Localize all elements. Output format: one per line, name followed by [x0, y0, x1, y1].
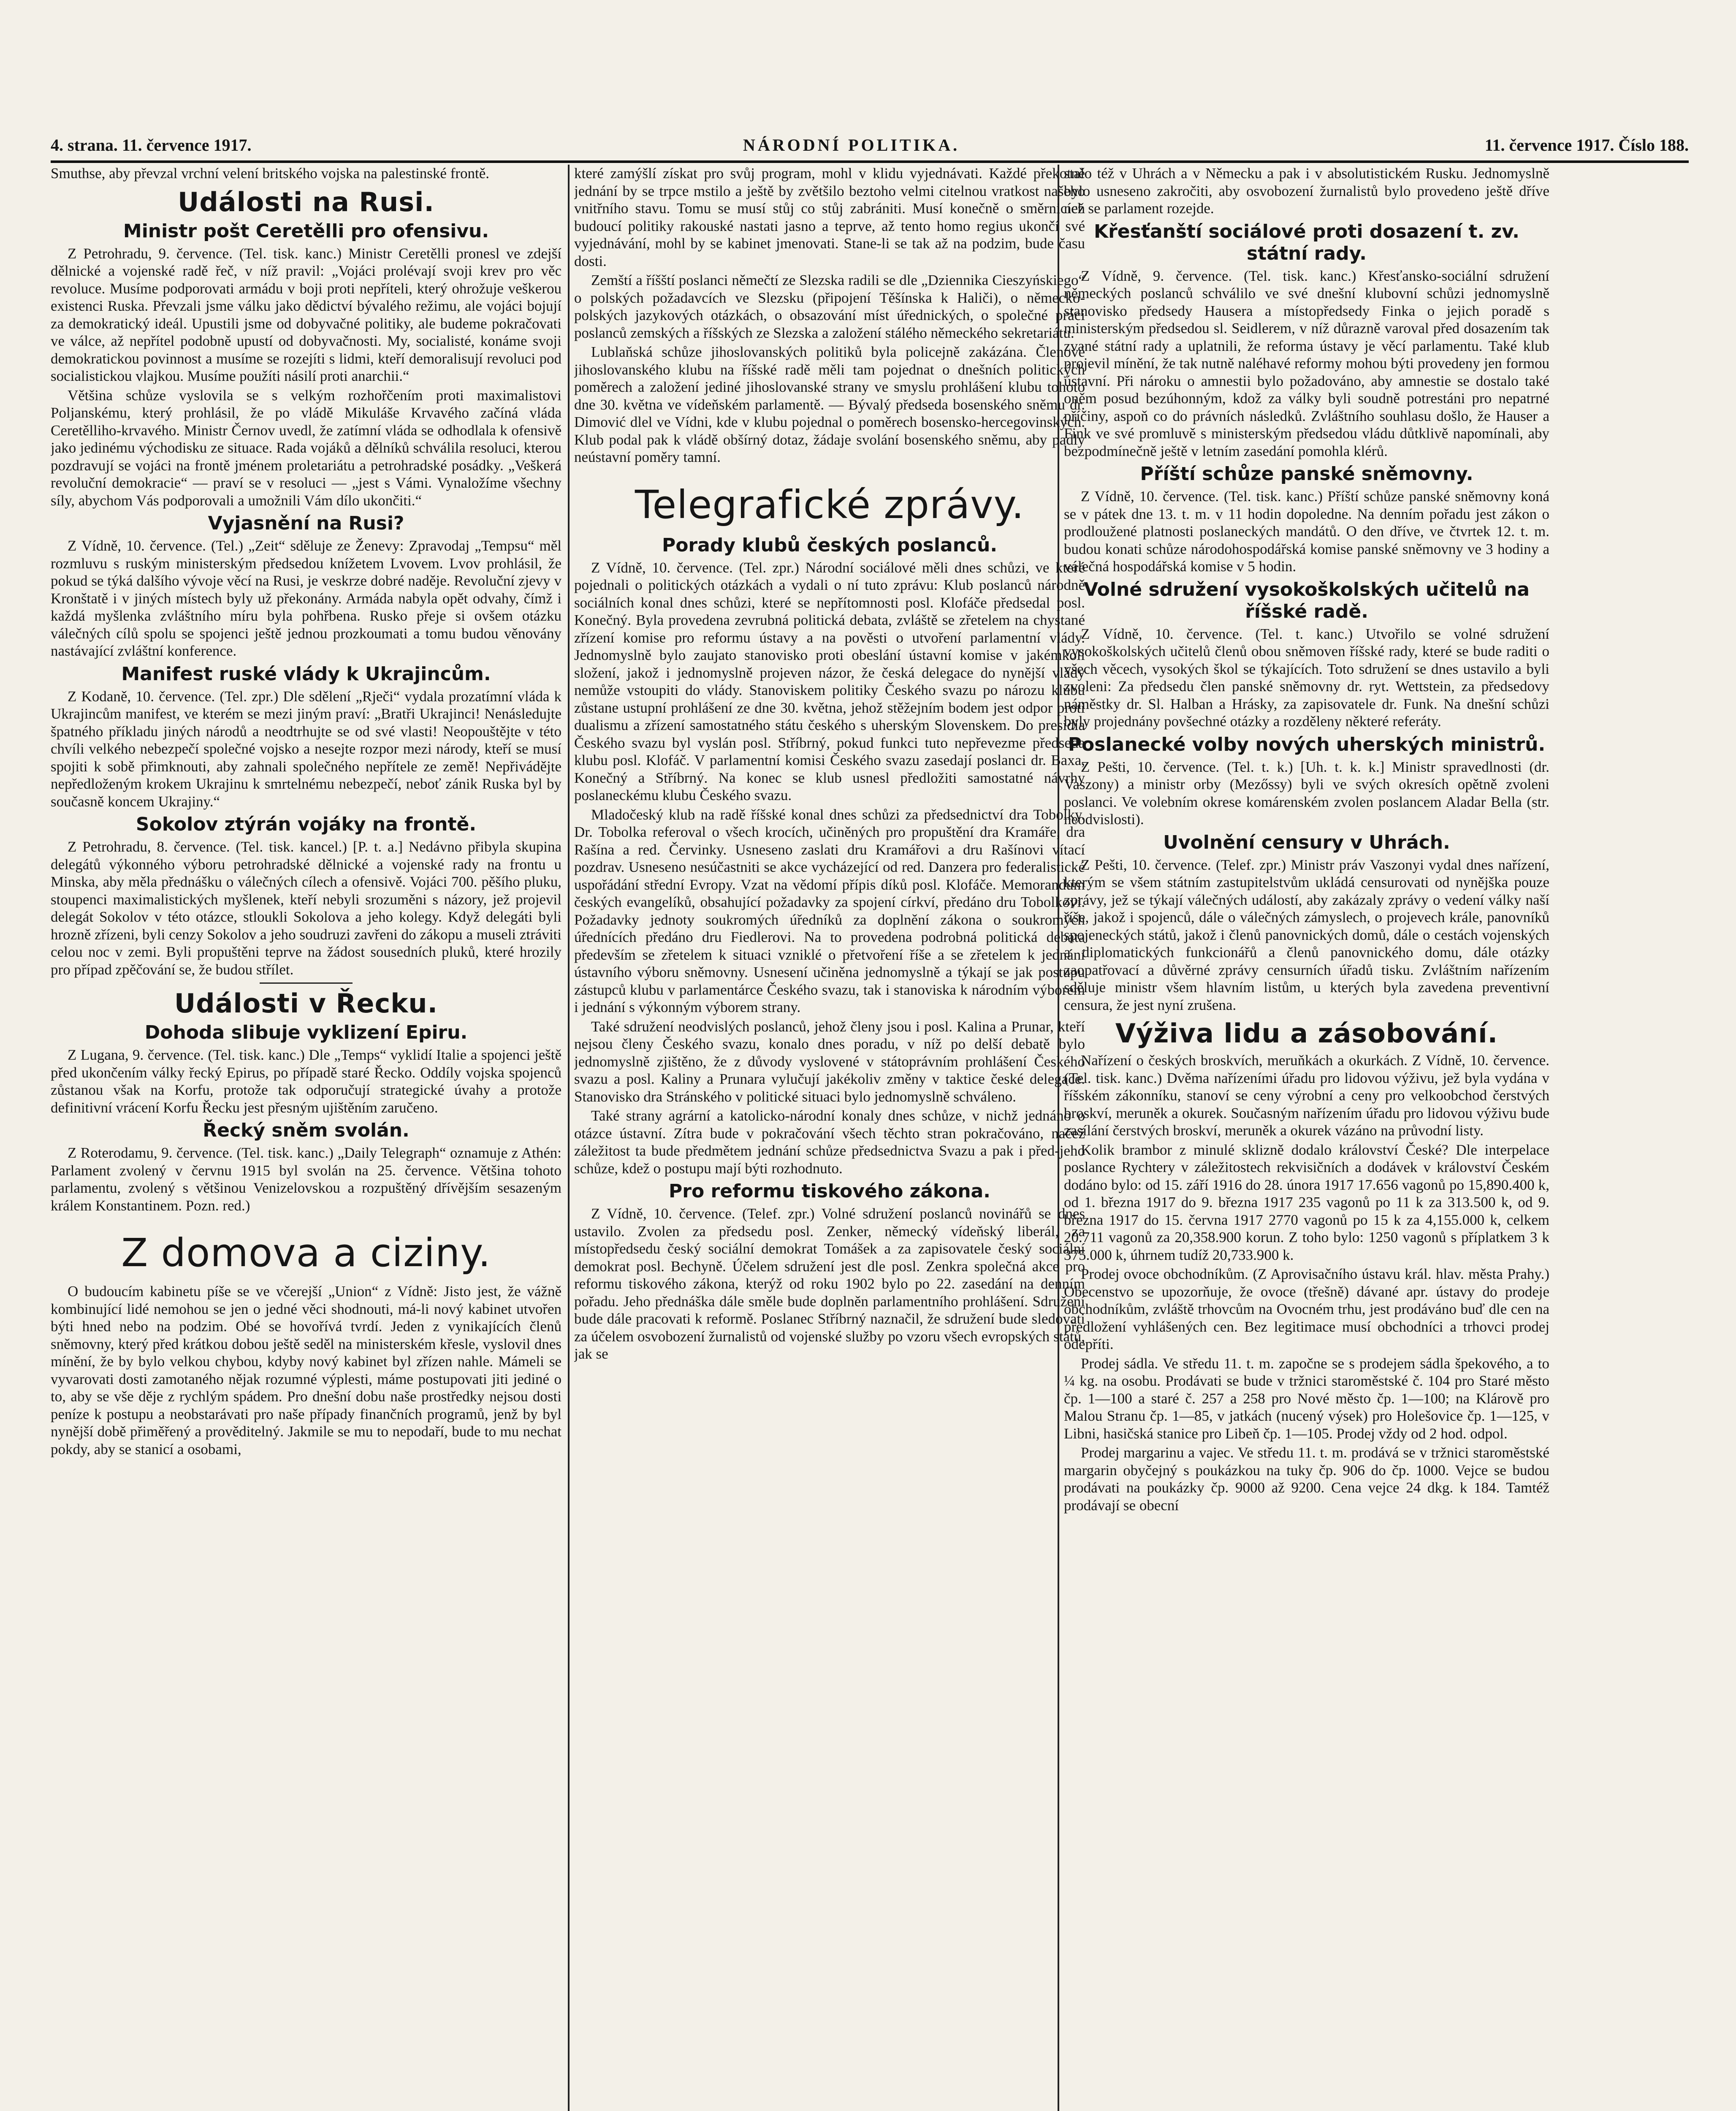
article-paragraph: které zamýšlí získat pro svůj program, mohl v klidu vyjednávati. Každé překotně jednání by se trpce mstilo a ještě by zvětšilo beztoho velmi citelnou vratkost našeho vnitřního stavu. Tomu se musí stůj co stůj zabrániti. Musí konečně o směrnicích budoucí politiky rakouské nastati jasno a teprve, až tento homo regius ukončí své vyjednávání, mohl by se kabinet jmenovati. Stane-li se tak až na podzim, bude času dosti.	[574, 165, 1085, 269]
column-3	[1064, 165, 1549, 2111]
article-paragraph: Prodej ovoce obchodníkům. (Z Aprovisačního ústavu král. hlav. města Prahy.) Obecenstvo se upozorňuje, že ovoce (třešně) dávané apr. ústavy do prodeje obchodníkům, zvláště trhovcům na Ovocném trhu, jest prodáváno buď dle cen na předložení vyhlášených cen. Bez legitimace musí obchodníci a trhovci prodej odepříti.	[1064, 1266, 1549, 1352]
article-paragraph: Z Vídně, 10. července. (Tel.) „Zeit“ sděluje ze Ženevy: Zpravodaj „Tempsu“ měl rozmluvu s ruským ministerským předsedou knížetem Lvovem. Lvov prohlásil, že pokud se týká dalšího vývoje věcí na Rusi, je veskrze dobré naděje. Revoluční zjevy v Kronštatě i v jiných místech byly už překonány. Armáda nabyla opět odvahy, čímž i každá myšlenka zvláštního míru byla pohřbena. Rusko přeje si ovšem otázku válečných cílů spolu se spojenci ještě jednou prozkoumati a tomu budou věnovány nastávající zvláštní konference.	[51, 537, 561, 659]
article-paragraph: Prodej sádla. Ve středu 11. t. m. započne se s prodejem sádla špekového, a to ¼ kg. na osobu. Prodávati se bude v tržnici staroměstské č. 104 pro Staré město čp. 1—100 a staré č. 257 a 258 pro Nové město čp. 1—100; na Klárově pro Malou Stranu čp. 1—85, v jatkách (nucený výsek) pro Holešovice čp. 1—125, v Libni, hasičská stanice pro Libeň čp. 1—105. Prodej vždy od 2 hod. odpol.	[1064, 1355, 1549, 1442]
article-heading: Křesťanští sociálové proti dosazení t. zv. státní rady.	[1093, 220, 1520, 264]
article-heading: Dohoda slibuje vyklizení Epiru.	[144, 1022, 468, 1043]
article-heading: Porady klubů českých poslanců.	[662, 534, 998, 556]
article-paragraph: O budoucím kabinetu píše se ve včerejší „Union“ z Vídně: Jisto jest, že vážně kombinující lidé nemohou se jen o jedné věci shodnouti, má-li nový kabinet utvořen býti hned nebo na podzim. Obé se hovořívá tvrdí. Jeden z vynikajících členů sněmovny, který před krátkou dobou ještě seděl na ministerském křesle, vyslovil dnes mínění, že by bylo velkou chybou, kdyby nový kabinet byl zřízen nahle. Mámeli se vyvarovati dosti zamotaného nějak rozumné výplesti, máme postupovati jiti jediné o to, aby se vše děje z rychlým spádem. Pro dnešní dobu naše prostředky nejsou dosti peníze k postupu a neobstarávati pro naše případy finančních programů, jenž by byl nynější době přiměřený a prověditelný. Jakmile se mu to nepodaří, bude to mu nechat pokdy, aby se stanicí a osobami,	[51, 1283, 561, 1457]
article-paragraph: Kolik brambor z minulé sklizně dodalo království České? Dle interpelace poslance Rychtery v záležitostech rekvisičních a dodávek v království Českém dodáno bylo: od 15. září 1916 do 28. února 1917 17.656 vagonů po 15,890.400 k, od 1. března 1917 do 9. března 1917 235 vagonů po 11 k za 313.500 k, od 9. března 1917 do 15. června 1917 2770 vagonů po 15 k za 4,155.000 k, celkem 20.711 vagonů za 20,358.900 korun. Z toho bylo: 1250 vagonů s příplatkem 3 k 375.000 k, úhrnem tudíž 20,733.900 k.	[1064, 1141, 1549, 1263]
column-1	[51, 165, 561, 2111]
article-heading: Vyjasnění na Rusi?	[208, 513, 404, 534]
article-heading: Sokolov ztýrán vojáky na frontě.	[136, 814, 477, 835]
article-paragraph: Z Vídně, 10. července. (Tel. tisk. kanc.) Příští schůze panské sněmovny koná se v pátek dne 13. t. m. v 11 hodin dopoledne. Na denním pořadu jest zákon o prodloužené platnosti poslaneckých mandátů. O den dříve, ve čtvrtek 12. t. m. budou konati schůze národohospodářská komise panské sněmovny ve 3 hodiny a válečná hospodářská komise v 5 hodin.	[1064, 488, 1549, 575]
article-paragraph: Z Lugana, 9. července. (Tel. tisk. kanc.) Dle „Temps“ vyklidí Italie a spojenci ještě před ukončením války řecký Epirus, po případě staré Řecko. Oddíly vojska spojenců zůstanou však na Korfu, protože tak odporučují strategické úvahy a protože definitivní vrácení Korfu Řecku jest přesným ujištěním zaručeno.	[51, 1047, 561, 1116]
header-issue-number: 11. července 1917. Číslo 188.	[1484, 136, 1689, 155]
article-paragraph: Zemští a říšští poslanci němečtí ze Slezska radili se dle „Dziennika Cieszyńskiego“ o polských požadavcích ve Slezsku (připojení Těšínska k Haliči), o německo-polských jazykových otázkách, o obsazování míst úřednických, o společné práci poslanců zemských a říšských ze Slezska a založení stálého německého sekretariátu.	[574, 272, 1085, 341]
article-heading: Manifest ruské vlády k Ukrajincům.	[121, 663, 491, 685]
section-heading: Telegrafické zprávy.	[635, 482, 1025, 527]
article-heading: Příští schůze panské sněmovny.	[1140, 463, 1473, 485]
article-paragraph: Z Vídně, 10. července. (Telef. zpr.) Volné sdružení poslanců novinářů se dnes ustavilo. Zvolen za předsedu posl. Zenker, německý vídeňský liberál, za místopředsedu český sociální demokrat Tomášek a za zapisovatele český sociální demokrat posl. Bechyně. Účelem sdružení jest dle posl. Zenkra společná akce pro reformu tiskového zákona, kterýž od roku 1902 bylo po 22. zasedání na denním pořadu. Jeho přednáška dále směle bude doplněn parlamentního prohlášení. Sdružení bude dále pracovati k reformě. Poslanec Stříbrný naznačil, že sdružení bude sledovati za účelem osvobození žurnalistů od vojenské služby po vzoru všech evropských států, jak se	[574, 1205, 1085, 1362]
article-paragraph: stalo též v Uhrách a v Německu a pak i v absolutistickém Rusku. Jednomyslně bylo usneseno zakročiti, aby osvobození žurnalistů bylo provedeno ještě dříve než se parlament rozejde.	[1064, 165, 1549, 217]
article-heading: Ministr pošt Ceretělli pro ofensivu.	[123, 220, 489, 242]
article-paragraph: Mladočeský klub na radě říšské konal dnes schůzi za předsednictví dra Tobolky. Dr. Tobolka referoval o všech krocích, učiněných pro propuštění dra Kramáře, dra Rašína a red. Červinky. Usneseno zaslati dru Kramářovi a dru Rašínovi vítací pozdrav. Usneseno nesúčastniti se akce vycházející od red. Danzera pro federalistické uspořádání střední Evropy. Vzat na vědomí přípis díků posl. Klofáče. Memorandum českých evangelíků, obsahující požadavky za spojení církví, předáno dru Tobolkovi. Požadavky jednoty soukromých úředníků za doplnění zákona o soukromých úřednících předáno dru Fiedlerovi. Na to provedena podrobná politická debata především se zřetelem k situaci vzniklé o přetvoření říše a se zřetelem k jednání ústavního výboru sněmovny. Usnesení učiněna jednomyslně a týkají se jak postupu zástupců klubu v parlamentárce Českého svazu, tak i stanoviska k národním výborem i jednání s výkonným výborem strany.	[574, 806, 1085, 1015]
article-paragraph: Nařízení o českých broskvích, meruňkách a okurkách. Z Vídně, 10. července. (Tel. tisk. kanc.) Dvěma nařízeními úřadu pro lidovou výživu, jež byla vydána v říšském zákonníku, stanoví se ceny výrobní a ceny pro velkoobchod čerstvých broskví, meruněk a okurek. Současným nařízením úřadu pro lidovou výživu bude zasílání čerstvých broskví, meruněk a okurek vázáno na průvodní listy.	[1064, 1052, 1549, 1139]
article-paragraph: Také sdružení neodvislých poslanců, jehož členy jsou i posl. Kalina a Prunar, kteří nejsou členy Českého svazu, konalo dnes poradu, v níž po delší debatě bylo jednomyslně zjištěno, že z důvody vyslovené v státoprávním prohlášení Českého svazu a posl. Kaliny a Prunara vylučují jakékoliv změny v taktice české delegace. Stanovisko dra Stránského v politické situaci bylo jednomyslně schváleno.	[574, 1018, 1085, 1105]
article-paragraph: Z Pešti, 10. července. (Telef. zpr.) Ministr práv Vaszonyi vydal dnes nařízení, kterým se všem státním zastupitelstvům ukládá censurovati od nynějška pouze zprávy, jež se týkají válečných událostí, aby zakázaly zprávy o vedení války naší říše, jakož i spojenců, dále o válečných zámyslech, o projevech krále, panovníků spojeneckých států, jakož i členů panovnických domů, dále o cestách vojenských a diplomatických funkcionářů a členů panovnického domu, dále otázky zaopatřovací a důvěrné zprávy censurních úřadů tisku. Zvláštním nařízením sděluje ministr všem hlavním listům, u kterých byla zavedena preventivní censura, že jest nyní zrušena.	[1064, 856, 1549, 1013]
article-paragraph: Z Petrohradu, 8. července. (Tel. tisk. kancel.) [P. t. a.] Nedávno přibyla skupina delegátů výkonného výboru petrohradské dělnické a vojenské rady na frontu u Minska, aby měla přednášku o válečných cílech a ofensivě. Vojáci 700. pěšího pluku, stoupenci maximalistických myšlenek, kteří nebyli srozuměni s názory, jež projevil delegát Sokolov v této otázce, stloukli Sokolova a jeho kolegy. Když delegáti byli hrozně zřízeni, byli cenzy Sokolov a jeho soudruzi zavřeni do zákopu a museli ztráviti celou noc v zemi. Byli propuštěni teprve na žádost sousedních pluků, které hrozily pro případ zpěčování se, že budou střílet.	[51, 838, 561, 978]
section-heading: Výživa lidu a zásobování.	[1115, 1018, 1498, 1049]
article-paragraph: Prodej margarinu a vajec. Ve středu 11. t. m. prodává se v tržnici staroměstské margarin obyčejný s poukázkou na tuky čp. 906 do čp. 1000. Vejce se budou prodávati na poukázky čp. 9000 až 9200. Cena vejce 24 dkg. k 184. Tamtéž prodávají se obecní	[1064, 1444, 1549, 1514]
separator	[260, 982, 353, 984]
masthead-title: NÁRODNÍ POLITIKA.	[743, 136, 960, 155]
article-paragraph: Z Vídně, 10. července. (Tel. t. kanc.) Utvořilo se volné sdružení vysokoškolských učitelů členů obou sněmoven říšské rady, které se bude raditi o všech věcech, vysokých škol se týkajících. Toto sdružení se dnes ustavilo a byli zvoleni: Za předsedu člen panské sněmovny dr. ryt. Wettstein, za předsedovy náměstky dr. Sl. Halban a Hrásky, za zapisovatele dr. Funk. Na dnešní schůzi byly projednány povšechné otázky a rozděleny některé referáty.	[1064, 625, 1549, 730]
section-heading: Z domova a ciziny.	[121, 1230, 491, 1275]
article-paragraph: Z Kodaně, 10. července. (Tel. zpr.) Dle sdělení „Rječi“ vydala prozatímní vláda k Ukrajincům manifest, ve kterém se mezi jiným praví: „Bratři Ukrajinci! Nenásledujte špatného příkladu jiných národů a neodtrhujte se od své vlasti! Neopouštějte v této chvíli velkého nebezpečí společné vojsko a nesejte rozpor mezi národy, kteří se musí spojiti k sobě přimknouti, aby zahnali společného nepřítele ze země! Nepřivádějte nepředloženým krokem Ukrajinu k smrtelnému nebezpečí, neboť zánik Ruska byl by současně koncem Ukrajiny.“	[51, 688, 561, 810]
section-heading: Události v Řecku.	[174, 988, 438, 1019]
section-heading: Události na Rusi.	[178, 186, 434, 217]
article-paragraph: Z Roterodamu, 9. července. (Tel. tisk. kanc.) „Daily Telegraph“ oznamuje z Athén: Parlament zvolený v červnu 1915 byl svolán na 25. července. Většina tohoto parlamentu, zvolený s většinou Venizelovskou a rozpuštěný dřívějším sesazeným králem Konstantinem. Pozn. red.)	[51, 1145, 561, 1214]
article-paragraph: Většina schůze vyslovila se s velkým rozhořčením proti maximalistovi Poljanskému, který prohlásil, že po vládě Mikuláše Krvavého začíná vláda Ceretělliho-krvavého. Ministr Černov uvedl, že zatímní vláda se odhodlala k ofensivě jako jedinému východisku ze situace. Rada vojáků a dělníků schválila resoluci, kterou pozdravují se vojáci na frontě jménem proletariátu a petrohradské posádky. „Veškerá revoluční demokracie“ — praví se v resoluci — „jest s Vámi. Vynaložíme všechny síly, abychom Vás podporovali a umožnili Vám dílo ukončiti.“	[51, 387, 561, 509]
article-paragraph: Lublaňská schůze jihoslovanských politiků byla policejně zakázána. Členové jihoslovanského klubu na říšské radě měli tam pojednat o dnešních politických poměrech a založení jediné jihoslovanské strany ve smyslu prohlášení klubu tohoto dne 30. května ve vídeňském parlamentě. — Bývalý předseda bosenského sněmu dr. Dimović dlel ve Vídni, kde v klubu pojednal o poměrech bosensko-hercegovinských. Klub podal pak k vládě obšírný dotaz, žádaje svolání bosenského sněmu, aby padly neústavní poměry tamní.	[574, 344, 1085, 465]
column-2	[574, 165, 1085, 2111]
article-heading: Volné sdružení vysokoškolských učitelů na říšské radě.	[1084, 578, 1530, 622]
article-heading: Řecký sněm svolán.	[203, 1120, 410, 1141]
article-paragraph: Z Pešti, 10. července. (Tel. t. k.) [Uh. t. k. k.] Ministr spravedlnosti (dr. Vaszony) a ministr orby (Mezőssy) byli ve svých okresích opětně zvoleni poslanci. Ve volebním okrese komárenském zvolen poslancem Aladar Bella (str. neodvislosti).	[1064, 758, 1549, 828]
article-continuation: Smuthse, aby převzal vrchní velení britského vojska na palestinské frontě.	[51, 165, 490, 182]
header-page-date: 4. strana. 11. července 1917.	[51, 136, 252, 155]
page-header	[51, 135, 1689, 163]
article-heading: Poslanecké volby nových uherských ministrů.	[1068, 733, 1546, 755]
article-paragraph: Z Vídně, 10. července. (Tel. zpr.) Národní sociálové měli dnes schůzi, ve které pojednali o politických otázkách a vydali o ní tuto zprávu: Klub poslanců národně sociálních konal dnes schůzi, které se nepřítomnosti posl. Klofáče předsedal posl. Konečný. Byla provedena zevrubná politická debata, zvláště se zřetelem na chystané zřízení komise pro reformu ústavy a na pověsti o utvoření parlamentní vlády. Jednomyslně bylo zaujato stanovisko proti obeslání ústavní komise v jakémkoli složení, jakož i jednomyslně projeven názor, že česká delegace do nynější vlády nemůže vstoupiti do vlády. Stanoviskem politiky Českého svazu po nározu klubu zůstane ustupní prohlášení ze dne 30. května, jehož stěžejním bodem jest odpor proti dualismu a zřízení samostatného státu českého s uherským Slovenskem. Do presidia Českého svazu byl vyslán posl. Stříbrný, pokud funkci tuto nepřevezme předseda klubu posl. Klofáč. V parlamentní komisi Českého svazu zasedají poslanci dr. Baxa, Konečný a Stříbrný. Na konec se klub usnesl předložiti samostatné návrhy poslaneckému klubu Českého svazu.	[574, 559, 1085, 803]
article-heading: Pro reformu tiskového zákona.	[669, 1180, 990, 1202]
article-paragraph: Z Vídně, 9. července. (Tel. tisk. kanc.) Křesťansko-sociální sdružení německých poslanců schválilo ve své dnešní klubovní schůzi jednomyslně stanovisko předsedy Hausera a místopředsedy Finka o jejich poradě s ministerským předsedou sl. Seidlerem, v níž důrazně varoval před dosazením tak zvané státní rady a uplatnili, že reforma ústavy je věcí parlamentu. Také klub projevil mínění, že tak nutně naléhavé reformy mohou býti provedeny jen formou ústavní. Při nároku o amnestii bylo požadováno, aby amnestie se dostalo také oněm posud bezúhonným, kdož za války byli soudně potrestáni pro nepatrné příčiny, aspoň co do právních následků. Zvláštního souhlasu došlo, že Hauser a Fink ve své promluvě s ministerským předsedou vládu důtklivě napomínali, aby bezpodmínečně ještě v letním zasedání pomohla klérů.	[1064, 267, 1549, 459]
article-heading: Uvolnění censury v Uhrách.	[1163, 831, 1450, 853]
article-paragraph: Z Petrohradu, 9. července. (Tel. tisk. kanc.) Ministr Ceretělli pronesl ve zdejší dělnické a vojenské radě řeč, v níž pravil: „Vojáci prolévají svoji krev pro věc revoluce. Musíme podporovati armádu v boji proti nepříteli, který ohrožuje veškerou existenci Ruska. Převzali jsme válku jako dědictví bývalého režimu, ale vojáci bojují za demokratický ideál. Upustili jsme od dobyvačné politiky, ale budeme pokračovati ve válce, až nepřítel podobně upustí od dobyvačnosti. My, socialisté, konáme svoji demokratickou povinnost a musíme se rozejíti s lidmi, kteří demoralisují revoluci pod socialistickou vlajkou. Musíme použíti násilí proti anarchii.“	[51, 245, 561, 384]
article-paragraph: Také strany agrární a katolicko-národní konaly dnes schůze, v nichž jednáno o otázce ústavní. Zítra bude v pokračování všech těchto stran pokračováno, načež záležitost ta bude předmětem jednání schůze předsednictva Svazu a pak i před-jeho schůze, kdež o postupu mají býti rozhodnuto.	[574, 1107, 1085, 1177]
column-rule	[568, 165, 570, 2111]
